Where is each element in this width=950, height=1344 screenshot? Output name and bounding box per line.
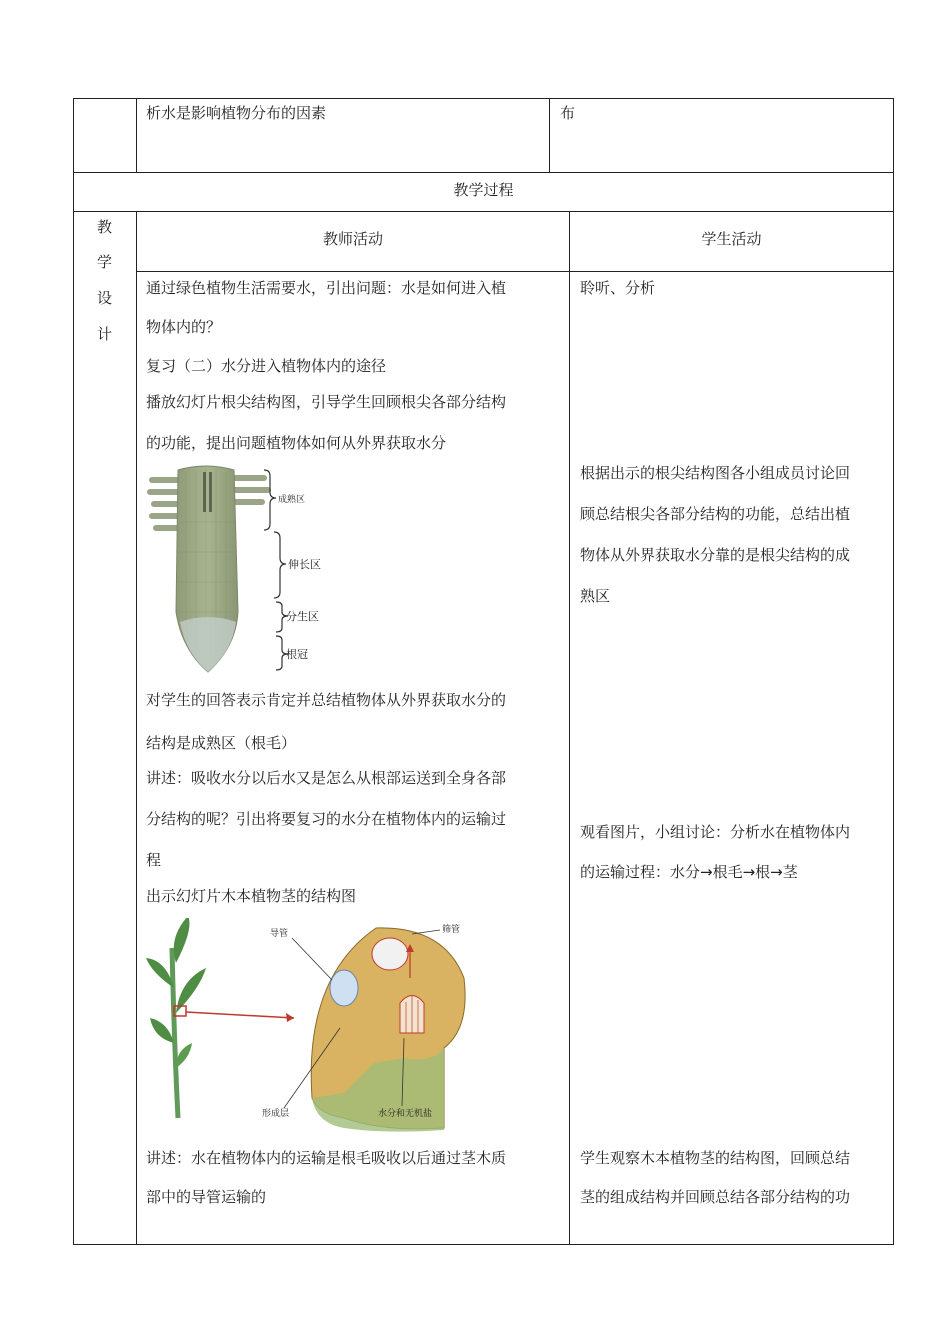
plant-stem — [172, 948, 178, 1118]
teacher-text-line: 对学生的回答表示肯定并总结植物体从外界获取水分的 — [146, 691, 507, 709]
student-text-line: 熟区 — [580, 587, 611, 605]
teacher-text-line: 程 — [146, 851, 162, 869]
root-hairs-right — [232, 478, 268, 502]
root-label-root-cap: 根冠 — [286, 648, 308, 661]
root-label-mature-zone: 成熟区 — [278, 495, 306, 505]
teacher-text-line: 讲述：水在植物体内的运输是根毛吸收以后通过茎木质 — [146, 1149, 507, 1167]
col-divider-top-1 — [136, 98, 137, 173]
table-border-bottom — [73, 1244, 894, 1245]
teacher-activity-header: 教师活动 — [322, 230, 383, 248]
student-text-line: 观看图片，小组讨论：分析水在植物体内 — [580, 823, 851, 841]
side-label-char-3: 设 — [97, 289, 113, 307]
root-tip-structure-figure — [146, 462, 326, 682]
teacher-text-line: 的功能，提出问题植物体如何从外界获取水分 — [146, 434, 447, 452]
sieve-tube-circle — [372, 938, 408, 970]
table-border-top — [73, 98, 894, 99]
root-label-elongation-zone: 伸长区 — [288, 558, 321, 571]
top-row-left-text: 析水是影响植物分布的因素 — [146, 104, 327, 122]
leaf — [150, 1018, 174, 1043]
root-vascular-strand — [203, 472, 206, 512]
student-text-line: 学生观察木本植物茎的结构图，回顾总结 — [580, 1149, 851, 1167]
teacher-text-line: 讲述：吸收水分以后水又是怎么从根部运送到全身各部 — [146, 769, 507, 787]
teacher-text-line: 部中的导管运输的 — [146, 1188, 267, 1206]
magnify-arrow — [186, 1012, 294, 1018]
side-label-char-4: 计 — [97, 325, 113, 343]
teacher-text-line: 物体内的？ — [146, 318, 222, 336]
student-text-line: 的运输过程：水分→根毛→根→茎 — [580, 863, 798, 881]
student-activity-header: 学生活动 — [701, 230, 762, 248]
teacher-text-line: 出示幻灯片木本植物茎的结构图 — [146, 887, 357, 905]
teacher-text-line: 复习（二）水分进入植物体内的途径 — [146, 357, 387, 375]
row-divider-2 — [73, 211, 894, 212]
student-text-line: 物体从外界获取水分靠的是根尖结构的成 — [580, 546, 851, 564]
magnify-arrow-head — [286, 1013, 294, 1022]
teacher-text-line: 通过绿色植物生活需要水，引出问题：水是如何进入植 — [146, 279, 507, 297]
leaf — [174, 918, 190, 963]
row-divider-1 — [73, 172, 894, 173]
col-divider-label — [136, 211, 137, 1245]
teacher-text-line: 播放幻灯片根尖结构图，引导学生回顾根尖各部分结构 — [146, 393, 507, 411]
teacher-text-line: 结构是成熟区（根毛） — [146, 734, 297, 752]
vessel-circle — [330, 970, 358, 1006]
side-label-char-2: 学 — [97, 253, 113, 271]
section-title: 教学过程 — [453, 181, 514, 199]
row-divider-3 — [136, 271, 894, 272]
stem-label-sieve-tube: 筛管 — [442, 925, 461, 935]
leaf — [176, 1043, 192, 1068]
leaf — [146, 958, 174, 988]
woody-stem-structure-figure — [144, 918, 479, 1138]
stem-label-vessel: 导管 — [270, 929, 289, 939]
student-text-line: 根据出示的根尖结构图各小组成员讨论回 — [580, 464, 851, 482]
stem-label-water-minerals: 水分和无机盐 — [378, 1109, 433, 1119]
stem-label-cambium: 形成层 — [262, 1109, 290, 1119]
top-row-right-text: 布 — [560, 104, 576, 122]
col-divider-top-2 — [549, 98, 550, 173]
root-vascular-strand — [209, 472, 212, 512]
table-border-left — [73, 98, 74, 1245]
teacher-text-line: 分结构的呢？引出将要复习的水分在植物体内的运输过 — [146, 810, 507, 828]
student-text-line: 顾总结根尖各部分结构的功能，总结出植 — [580, 505, 851, 523]
root-cap — [180, 617, 236, 672]
student-text-line: 茎的组成结构并回顾总结各部分结构的功 — [580, 1188, 851, 1206]
side-label-char-1: 教 — [97, 218, 113, 236]
col-divider-activity — [569, 211, 570, 1245]
root-label-meristem-zone: 分生区 — [286, 610, 319, 623]
student-text-line: 聆听、分析 — [580, 279, 656, 297]
root-hairs-left — [150, 480, 180, 528]
